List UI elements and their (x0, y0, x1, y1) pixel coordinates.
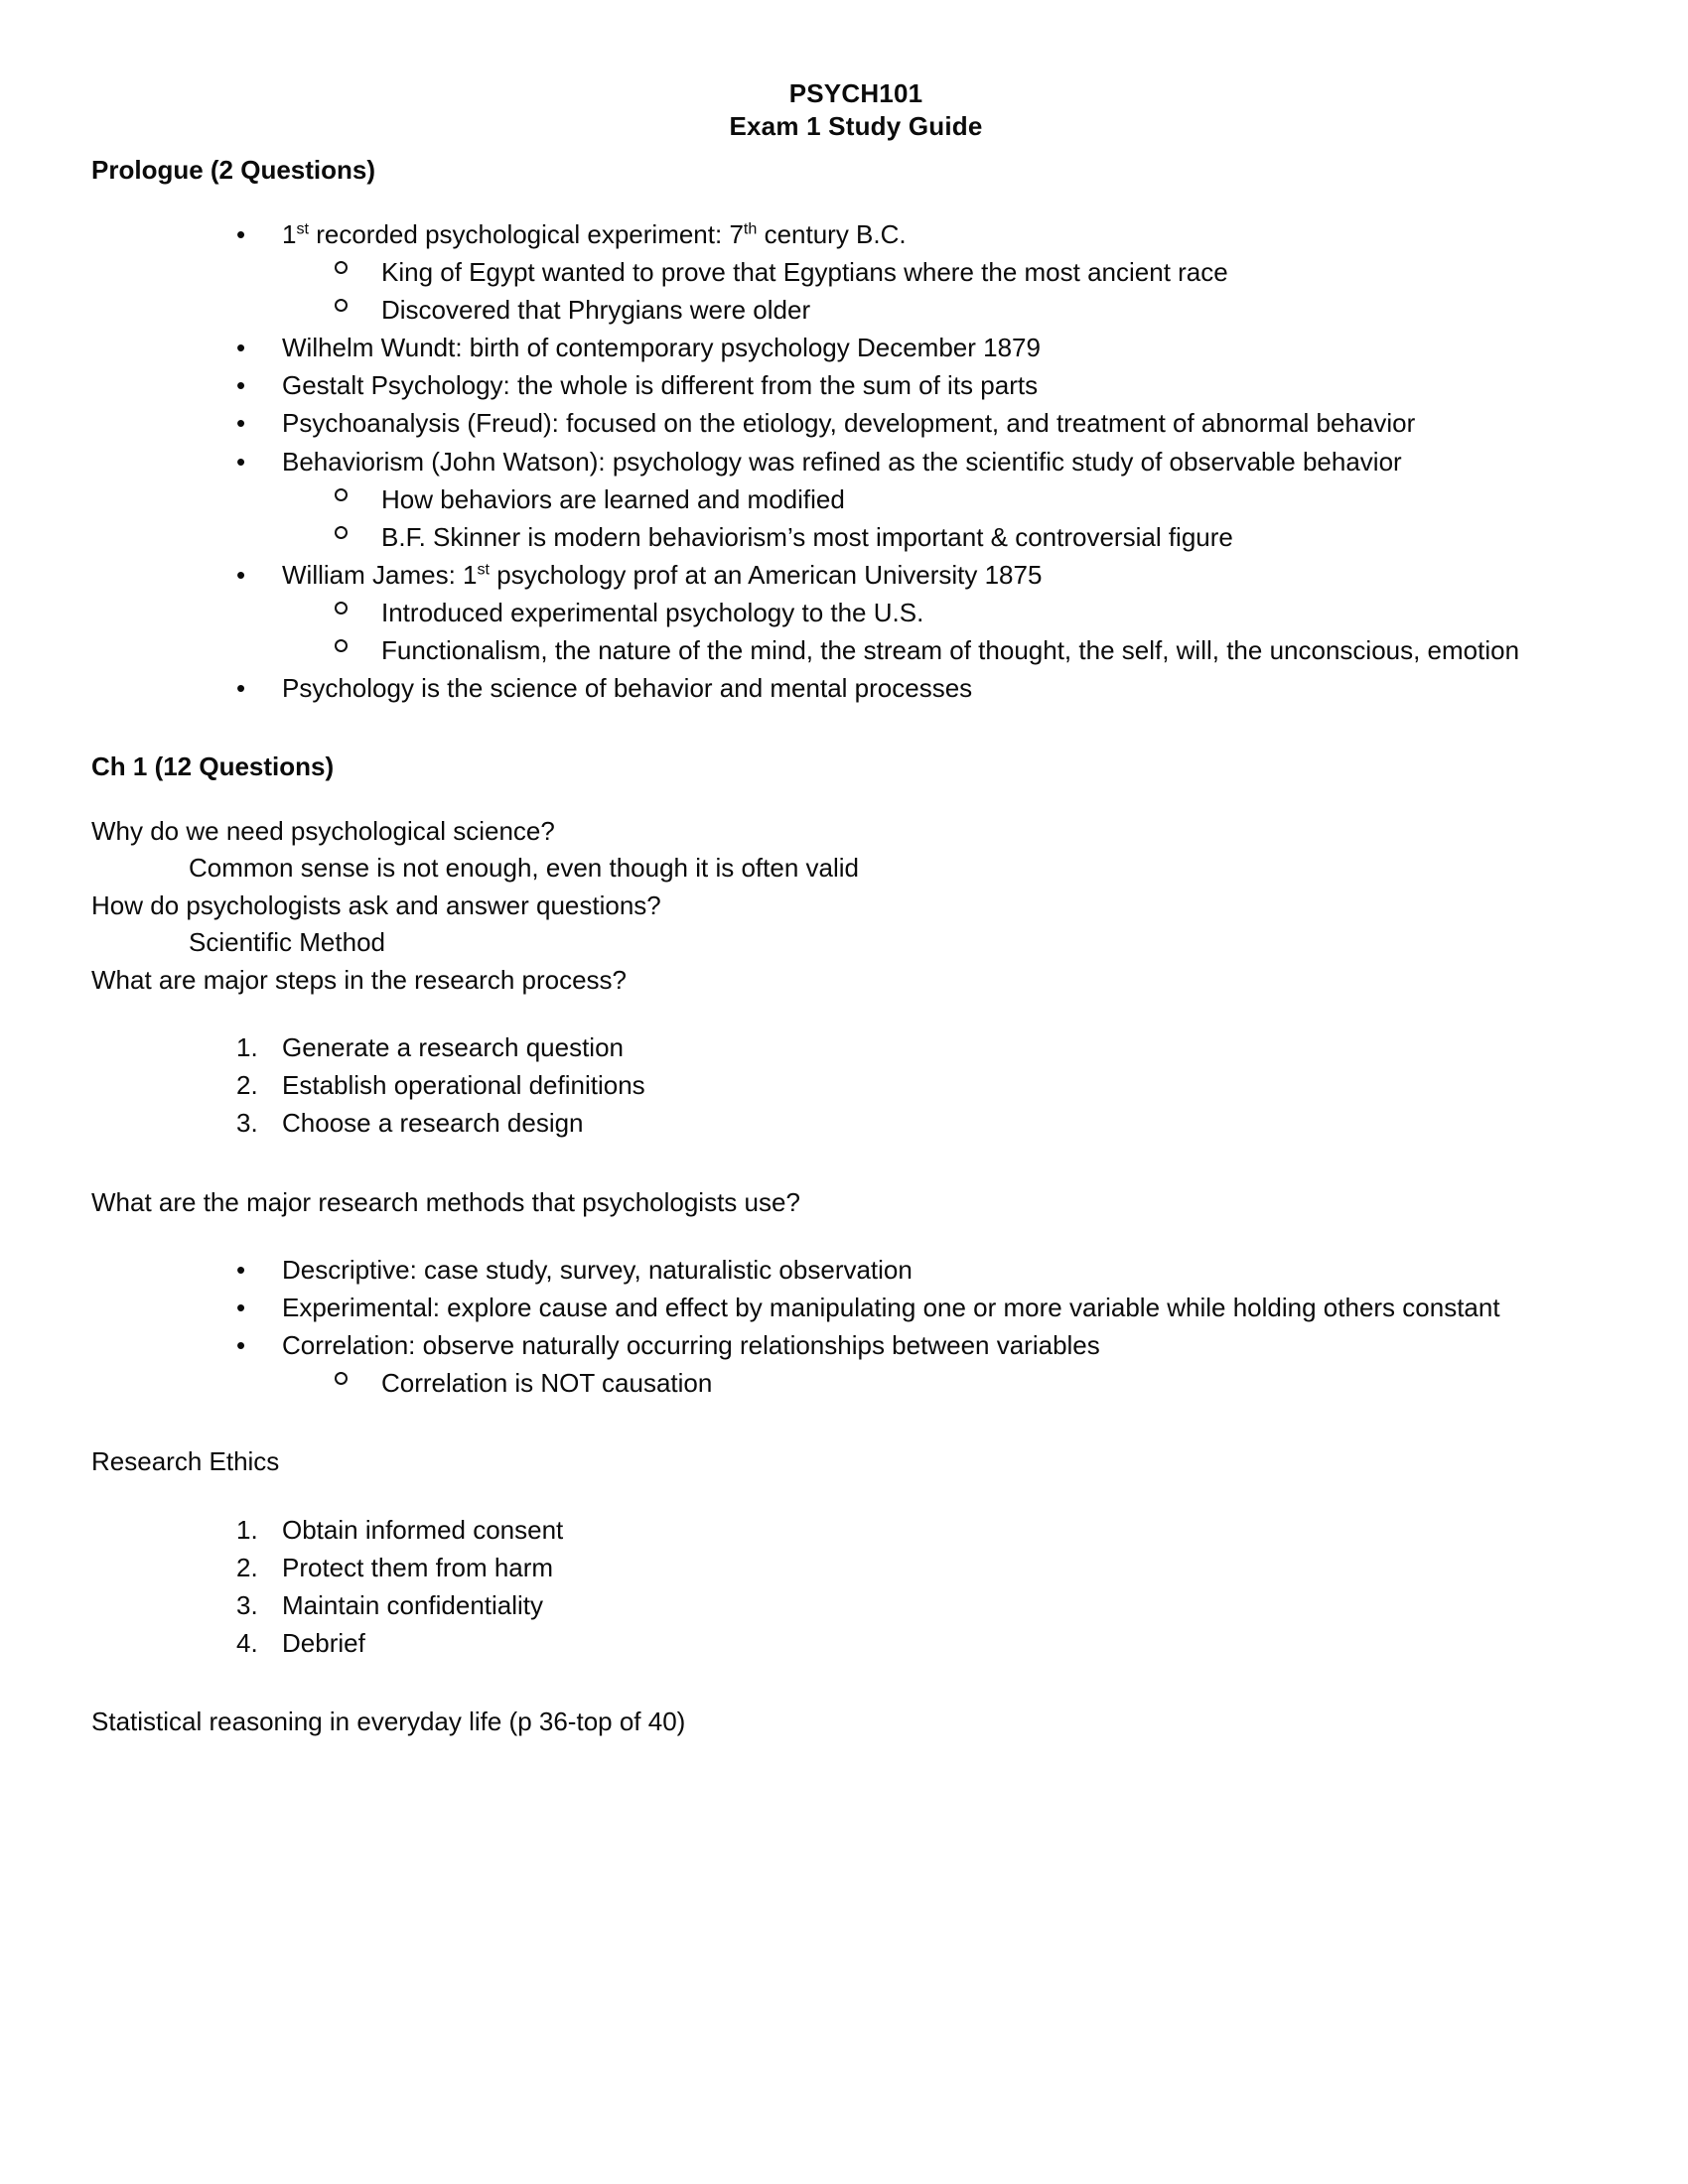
bullet-text-part: William James: 1 (282, 559, 478, 590)
list-number: 1. (236, 1514, 258, 1545)
list-item (91, 1326, 1601, 1364)
list-item (91, 1624, 1601, 1662)
bullet-text: Discovered that Phrygians were older (381, 295, 811, 326)
spacer (91, 1143, 1601, 1184)
list-item (91, 291, 1601, 329)
section-heading-prologue: Prologue (2 Questions) (91, 154, 376, 185)
list-item-label: Generate a research question (282, 1032, 624, 1063)
list-item-label: Maintain confidentiality (282, 1590, 544, 1621)
list-item (91, 669, 1601, 707)
bullet-text: Wilhelm Wundt: birth of contemporary psychology December 1879 (282, 333, 1041, 363)
disc-bullet-icon: • (236, 559, 246, 590)
list-item (91, 1066, 1601, 1104)
list-number: 2. (236, 1553, 258, 1582)
circle-bullet-icon (335, 639, 348, 652)
section-heading-ch1: Ch 1 (12 Questions) (91, 751, 335, 782)
circle-bullet-icon (335, 488, 348, 501)
list-item-label: Debrief (282, 1628, 365, 1659)
answer-line: Common sense is not enough, even though it is often valid (189, 853, 859, 884)
list-item (91, 1586, 1601, 1624)
spacer (91, 1221, 1601, 1251)
bullet-text: Behaviorism (John Watson): psychology was refined as the scientific study of observable behavior (282, 446, 1402, 477)
list-item (91, 518, 1601, 556)
disc-bullet-icon: • (236, 672, 246, 703)
list-item (91, 1028, 1601, 1066)
research-ethics-list (91, 1511, 1601, 1662)
ordinal-suffix: th (743, 219, 758, 238)
bullet-text: Psychology is the science of behavior and mental processes (282, 672, 973, 703)
list-item (91, 1104, 1601, 1142)
list-number: 4. (236, 1628, 258, 1659)
question-line: What are major steps in the research process? (91, 964, 628, 995)
disc-bullet-icon: • (236, 1255, 246, 1286)
disc-bullet-icon: • (236, 219, 246, 250)
bullet-text (282, 560, 1042, 590)
subsection-heading-research-ethics: Research Ethics (91, 1446, 280, 1477)
list-item-label: Protect them from harm (282, 1553, 554, 1582)
list-item (91, 594, 1601, 631)
spacer (91, 1481, 1601, 1511)
list-item (91, 556, 1601, 594)
ordinal-suffix: st (477, 560, 491, 579)
list-item (91, 480, 1601, 518)
list-number: 3. (236, 1108, 258, 1139)
circle-bullet-icon (335, 299, 348, 312)
list-item (91, 404, 1601, 442)
spacer (91, 186, 1601, 215)
spacer (91, 999, 1601, 1028)
bullet-text: King of Egypt wanted to prove that Egyptians where the most ancient race (381, 257, 1228, 288)
bullet-text: Functionalism, the nature of the mind, the stream of thought, the self, will, the unconscious, emotion (381, 634, 1520, 665)
list-item (91, 1289, 1601, 1326)
question-line: How do psychologists ask and answer questions? (91, 889, 661, 920)
bullet-text: B.F. Skinner is modern behaviorism’s most important & controversial figure (381, 521, 1233, 552)
bullet-text: Gestalt Psychology: the whole is different from the sum of its parts (282, 370, 1039, 401)
bullet-text-part: century B.C. (757, 219, 907, 250)
bullet-text: Correlation: observe naturally occurring relationships between variables (282, 1330, 1100, 1361)
prologue-bullet-list (91, 215, 1601, 707)
spacer (91, 1402, 1601, 1443)
closing-line: Statistical reasoning in everyday life (p 36-top of 40) (91, 1706, 686, 1737)
disc-bullet-icon: • (236, 1330, 246, 1361)
bullet-text: Correlation is NOT causation (381, 1368, 713, 1399)
bullet-text-part: psychology prof at an American University 1875 (490, 559, 1043, 590)
bullet-text: Introduced experimental psychology to the U.S. (381, 597, 924, 627)
disc-bullet-icon: • (236, 370, 246, 401)
bullet-text-part: 1 (282, 219, 297, 250)
disc-bullet-icon: • (236, 1293, 246, 1323)
bullet-text: Psychoanalysis (Freud): focused on the etiology, development, and treatment of abnormal behavior (282, 408, 1416, 439)
bullet-text: Descriptive: case study, survey, naturalistic observation (282, 1255, 913, 1286)
circle-bullet-icon (335, 526, 348, 539)
list-item (91, 1511, 1601, 1549)
circle-bullet-icon (335, 1372, 348, 1385)
document-subtitle: Exam 1 Study Guide (729, 111, 983, 142)
bullet-text-part: recorded psychological experiment: 7 (309, 219, 744, 250)
question-line: Why do we need psychological science? (91, 815, 555, 846)
list-item (91, 1364, 1601, 1402)
disc-bullet-icon: • (236, 446, 246, 477)
research-steps-list (91, 1028, 1601, 1142)
question-line: What are the major research methods that psychologists use? (91, 1186, 800, 1217)
list-item-label: Choose a research design (282, 1108, 584, 1139)
list-number: 3. (236, 1590, 258, 1621)
bullet-text (282, 219, 907, 249)
list-item-label: Obtain informed consent (282, 1514, 564, 1545)
circle-bullet-icon (335, 602, 348, 614)
list-item (91, 215, 1601, 253)
disc-bullet-icon: • (236, 408, 246, 439)
list-number: 2. (236, 1070, 258, 1101)
disc-bullet-icon: • (236, 333, 246, 363)
list-item (91, 1549, 1601, 1586)
list-item (91, 366, 1601, 404)
list-item-label: Establish operational definitions (282, 1070, 645, 1101)
answer-line: Scientific Method (189, 927, 385, 958)
ordinal-suffix: st (296, 219, 309, 238)
circle-bullet-icon (335, 261, 348, 274)
document-title-block (91, 77, 1601, 144)
list-item (91, 443, 1601, 480)
list-item (91, 631, 1601, 669)
list-item (91, 329, 1601, 366)
bullet-text: How behaviors are learned and modified (381, 483, 845, 514)
list-number: 1. (236, 1032, 258, 1063)
list-item (91, 1251, 1601, 1289)
bullet-text: Experimental: explore cause and effect by manipulating one or more variable while holding others constant (282, 1293, 1500, 1323)
course-code: PSYCH101 (788, 78, 923, 108)
spacer (91, 783, 1601, 813)
spacer (91, 1662, 1601, 1704)
research-methods-list (91, 1251, 1601, 1402)
list-item (91, 253, 1601, 291)
